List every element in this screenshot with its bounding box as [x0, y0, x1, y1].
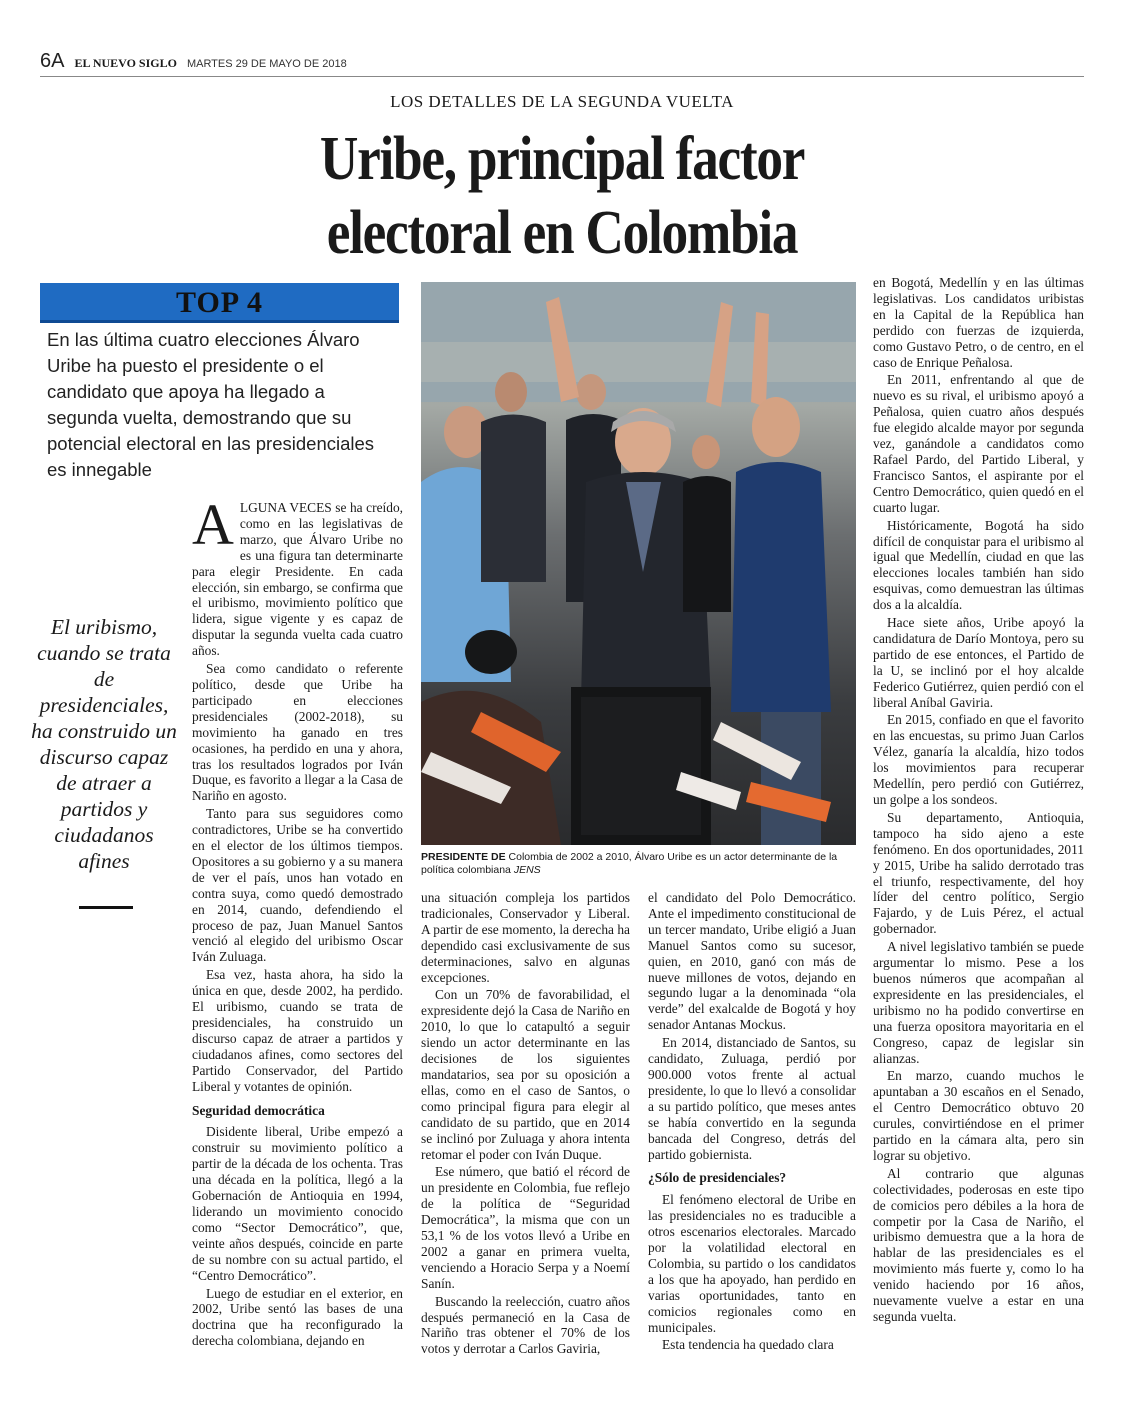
article-paragraph: En 2015, confiado en que el favorito en las encuestas, su primo Juan Carlos Vélez, ganaría la alcaldía, hizo todos los movimientos para recuperar Medellín, pero perdió con Gutiérrez, un golpe a los sondeos.: [873, 712, 1084, 807]
photo-illustration: [421, 282, 856, 845]
article-paragraph: Tanto para sus seguidores como contradictores, Uribe se ha convertido en el elector de los últimos tiempos. Opositores a su gobierno y a su manera de ver el país, unos han votado en contra suya, como quedó demostrado en 2014, cuando, defendiendo el proceso de paz, Juan Manuel Santos venció al elegido del uribismo Oscar Iván Zuluaga.: [192, 806, 403, 965]
subheading-seguridad: Seguridad democrática: [192, 1102, 325, 1118]
article-paragraph: El fenómeno electoral de Uribe en las presidenciales no es traducible a otros escenarios electorales. Marcado por la volatilidad electoral en Colombia, su partido o los candidatos a los que ha apoyado, han perdido en varias oportunidades, tanto en comicios regionales como en municipales.: [648, 1192, 856, 1335]
article-paragraph: Buscando la reelección, cuatro años después permaneció en la Casa de Nariño tras obtener el 70% de los votos y derrotar a Carlos Gaviria,: [421, 1293, 630, 1357]
article-paragraph: Con un 70% de favorabilidad, el expresidente dejó la Casa de Nariño en 2010, lo que lo catapultó a seguir siendo un actor determinante en las decisiones de los siguientes mandatarios, sea por su oposición a ellas, como en el caso de Santos, o como principal figura para elegir al candidato de su partido, que en 2014 se inclinó por Zuluaga y ahora intenta retomar el poder con Iván Duque.: [421, 987, 630, 1162]
photo-credit: JENS: [513, 864, 541, 876]
pull-quote: El uribismo, cuando se trata de presidenciales, ha construido un discurso capaz de atraer a partidos y ciudadanos afines: [31, 615, 177, 873]
article-paragraph: Esa vez, hasta ahora, ha sido la única en que, desde 2002, ha perdido. El uribismo, cuando se trata de presidenciales, ha construido un discurso capaz de atraer a partidos y ciudadanos afines, como sectores del Partido Conservador, del Partido Liberal y votantes de opinión.: [192, 967, 403, 1094]
article-paragraph: Históricamente, Bogotá ha sido difícil de conquistar para el uribismo al igual que Medellín, ciudad en que las elecciones locales también han sido esquivas, como demuestran las últimas dos a la alcaldía.: [873, 517, 1084, 613]
article-column-1: [192, 492, 403, 1351]
article-paragraph: [192, 492, 403, 659]
article-paragraph: Disidente liberal, Uribe empezó a construir su movimiento político a partir de la década de los ochenta. Tras una década en la política, llegó a la Gobernación de Antioquia en 1994, liderando un movimiento conocido como “Sector Democrático”, que, veinte años después, coincide en parte de su nombre con su actual partido, el “Centro Democrático”.: [192, 1124, 403, 1283]
header-divider: [40, 76, 1084, 77]
subheading-presidenciales: ¿Sólo de presidenciales?: [648, 1170, 787, 1186]
caption-text: Colombia de 2002 a 2010, Álvaro Uribe es un actor determinante de la política colombiana: [421, 851, 838, 876]
top4-banner: [40, 283, 399, 323]
newspaper-name: EL NUEVO SIGLO: [74, 56, 177, 70]
page-number: 6A: [40, 50, 65, 72]
issue-date: MARTES 29 DE MAYO DE 2018: [186, 58, 347, 70]
article-paragraph: Esta tendencia ha quedado clara: [662, 1337, 834, 1353]
article-paragraph: Sea como candidato o referente político, desde que Uribe ha participado en elecciones presidenciales (2002-2018), su movimiento ha ganado en tres ocasiones, ha perdido en una y ahora, tras los resultados logrados por Iván Duque, es favorito a llegar a la Casa de Nariño en agosto.: [192, 661, 403, 804]
article-headline: [79, 122, 1046, 270]
article-paragraph: Hace siete años, Uribe apoyó la candidatura de Darío Montoya, pero su partido de ese entonces, el Partido de la U, se inclinó por el hoy alcalde Federico Gutiérrez, quien perdió con el liberal Aníbal Gaviria.: [873, 615, 1084, 710]
article-kicker: LOS DETALLES DE LA SEGUNDA VUELTA: [390, 92, 734, 111]
article-column-3: [648, 890, 856, 1355]
article-paragraph: A nivel legislativo también se puede argumentar lo mismo. Pese a los buenos números que acompañan al expresidente en las presidenciales, el uribismo no ha podido convertirse en una fuerza opositora mayoritaria en el Congreso, capaz de legislar sin alianzas.: [873, 939, 1084, 1066]
pull-quote-rule: [79, 906, 133, 909]
article-photo: [421, 282, 856, 845]
headline-line-2: electoral en Colombia: [326, 199, 798, 267]
top4-summary: En las última cuatro elecciones Álvaro Uribe ha puesto el presidente o el candidato que apoya ha llegado a segunda vuelta, demostrando que su potencial electoral en las presidenciales es innegable: [47, 329, 375, 480]
caption-lead: PRESIDENTE DE: [421, 851, 506, 863]
headline-line-1: Uribe, principal factor: [319, 125, 805, 193]
article-paragraph: Su departamento, Antioquia, tampoco ha sido ajeno a este fenómeno. En dos oportunidades, 2011 y 2015, Uribe ha salido derrotado tras el triunfo, respectivamente, del hoy líder del centro político, Sergio Fajardo, y de Luis Pérez, el actual gobernador.: [873, 809, 1084, 937]
article-paragraph: Luego de estudiar en el exterior, en 2002, Uribe sentó las bases de una doctrina que ha reconfigurado la derecha colombiana, dejando en: [192, 1285, 403, 1349]
lead-paragraph: se ha creído, como en las legislativas de marzo, que Álvaro Uribe no es una figura tan determinarte para elegir Presidente. En cada elección, sin embargo, se confirma que el uribismo, movimiento político que lidera, sigue vigente y es capaz de disputar la segunda vuelta cada cuatro años.: [192, 500, 403, 659]
article-column-2: [421, 890, 630, 1359]
lead-in-caps: LGUNA VECES: [239, 500, 332, 515]
drop-cap: A: [192, 492, 234, 557]
article-paragraph: En 2011, enfrentando al que de nuevo es su rival, el uribismo apoyó a Peñalosa, quien cuatro años después fue elegido alcalde mayor por segunda vez, ganándole a candidatos como Rafael Pardo, del Partido Liberal, y Francisco Santos, el aspirante por el Centro Democrático, quien quedó en el cuarto lugar.: [873, 372, 1084, 515]
article-paragraph: En 2014, distanciado de Santos, su candidato, Zuluaga, perdió por 900.000 votos frente al actual presidente, lo que lo llevó a consolidar a su partido político, que meses antes se había convertido en la segunda bancada del Congreso, detrás del partido gobiernista.: [648, 1035, 856, 1162]
article-column-4: [873, 275, 1084, 1327]
article-paragraph: Ese número, que batió el récord de un presidente en Colombia, fue reflejo de la política de “Seguridad Democrática”, la misma que con un 53,1 % de los votos llevó a Uribe en 2002 a ganar en primera vuelta, venciendo a Horacio Serpa y a Noemí Sanín.: [421, 1164, 630, 1291]
article-paragraph: una situación compleja los partidos tradicionales, Conservador y Liberal. A partir de ese momento, la derecha ha dependido casi exclusivamente de sus determinaciones, salvo en algunas excepciones.: [421, 890, 630, 985]
article-paragraph: Al contrario que algunas colectividades, poderosas en este tipo de comicios pero débiles a la hora de competir por la Casa de Nariño, el uribismo demuestra que a la hora de hablar de las presidenciales es el movimiento más fuerte y, como lo ha venido haciendo por 16 años, nuevamente vuelve a estar en una segunda vuelta.: [873, 1165, 1084, 1324]
article-paragraph: En marzo, cuando muchos le apuntaban a 30 escaños en el Senado, el Centro Democrático obtuvo 20 curules, convirtiéndose en el primer partido en la cámara alta, pero sin lograr su objetivo.: [873, 1068, 1084, 1163]
photo-caption: [421, 851, 856, 877]
top4-label: TOP 4: [176, 286, 263, 319]
article-paragraph: el candidato del Polo Democrático. Ante el impedimento constitucional de un tercer mandato, Uribe eligió a Juan Manuel Santos como su sucesor, quien, en 2010, ganó con más de nueve millones de votos, dejando en segundo lugar a la denominada “ola verde” del exalcalde de Bogotá y hoy senador Antanas Mockus.: [648, 890, 856, 1033]
page-folio: [40, 50, 347, 74]
article-paragraph: en Bogotá, Medellín y en las últimas legislativas. Los candidatos uribistas en la Capital de la República han perdido con fuerzas de izquierda, como Gustavo Petro, o de centro, en el caso de Enrique Peñalosa.: [873, 275, 1084, 370]
